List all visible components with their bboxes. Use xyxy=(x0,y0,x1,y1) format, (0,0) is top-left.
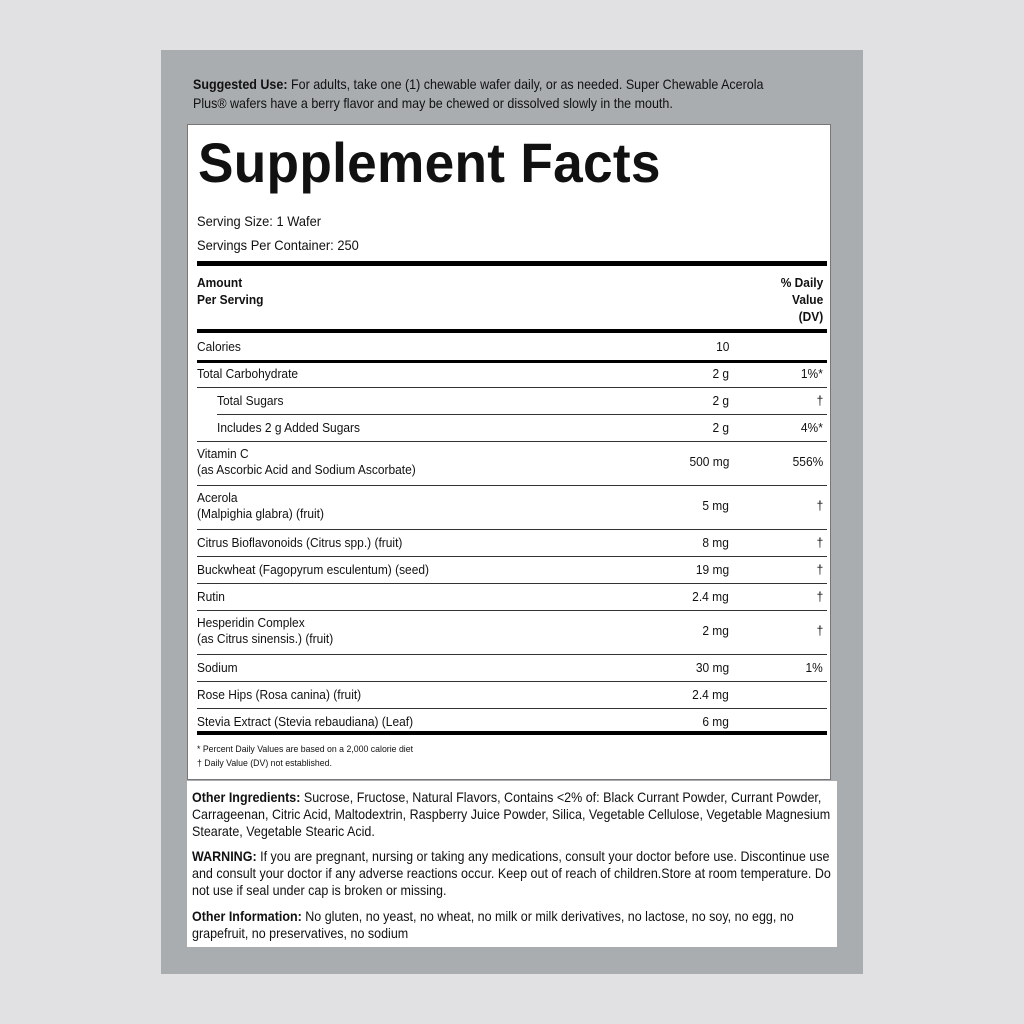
other-ingredients-text: Sucrose, Fructose, Natural Flavors, Contains <2% of: Black Currant Powder, Currant Powder, Carrageenan, Citric Acid, Maltodextrin, Raspberry Juice Powder, Silica, Vegetable Cellulose, Vegetable Magnesium Stearate, Vegetable Stearic Acid. xyxy=(192,790,831,839)
nutrient-name-line: Includes 2 g Added Sugars xyxy=(217,420,360,435)
nutrient-amount: 8 mg xyxy=(702,535,729,550)
nutrient-row xyxy=(197,441,827,485)
amount-header-line2: Per Serving xyxy=(197,292,264,307)
nutrient-amount: 2.4 mg xyxy=(692,589,729,604)
nutrient-name xyxy=(197,446,416,478)
nutrient-name xyxy=(197,562,429,578)
nutrient-name xyxy=(197,339,241,355)
nutrient-amount: 500 mg xyxy=(689,454,729,469)
footnote-percent-dv: * Percent Daily Values are based on a 2,000 calorie diet xyxy=(197,744,414,755)
nutrient-row xyxy=(197,556,827,583)
nutrient-row xyxy=(197,414,827,441)
nutrient-name-line: Citrus Bioflavonoids (Citrus spp.) (fruit) xyxy=(197,535,403,550)
nutrient-row xyxy=(197,529,827,556)
nutrient-name-line: Rose Hips (Rosa canina) (fruit) xyxy=(197,687,362,702)
nutrient-amount: 2 g xyxy=(712,366,729,381)
nutrient-name-line: Stevia Extract (Stevia rebaudiana) (Leaf) xyxy=(197,714,414,729)
other-information-text: No gluten, no yeast, no wheat, no milk or milk derivatives, no lactose, no soy, no egg, no grapefruit, no preservatives, no sodium xyxy=(192,909,794,941)
amount-header-line1: Amount xyxy=(197,275,243,290)
nutrient-name-line: Rutin xyxy=(197,589,225,604)
nutrient-daily-value: † xyxy=(816,562,823,577)
nutrient-name-line: Vitamin C xyxy=(197,446,249,461)
suggested-use-text: For adults, take one (1) chewable wafer daily, or as needed. Super Chewable Acerola Plus® wafers have a berry flavor and may be chewed or dissolved slowly in the mouth. xyxy=(193,77,764,111)
nutrient-name-subline: (as Citrus sinensis.) (fruit) xyxy=(197,631,334,646)
nutrient-row xyxy=(197,583,827,610)
nutrient-daily-value: † xyxy=(816,498,823,513)
nutrient-daily-value: † xyxy=(816,535,823,550)
nutrient-name-line: Sodium xyxy=(197,660,238,675)
nutrient-amount: 30 mg xyxy=(695,660,729,675)
nutrient-name xyxy=(197,535,402,551)
nutrient-name xyxy=(197,490,324,522)
supplement-facts-box xyxy=(187,124,831,780)
nutrient-daily-value: 1%* xyxy=(801,366,823,381)
nutrient-amount: 2 mg xyxy=(702,623,729,638)
nutrient-name-subline: (Malpighia glabra) (fruit) xyxy=(197,506,324,521)
suggested-use-label: Suggested Use: xyxy=(193,77,288,92)
nutrient-amount: 2 g xyxy=(712,420,729,435)
other-ingredients-label: Other Ingredients: xyxy=(192,790,301,805)
warning xyxy=(192,848,836,899)
nutrient-name xyxy=(197,687,361,703)
dv-header-line1: % Daily xyxy=(780,275,823,290)
nutrient-name xyxy=(217,393,283,409)
serving-size: Serving Size: 1 Wafer xyxy=(197,213,322,229)
warning-text: If you are pregnant, nursing or taking any medications, consult your doctor before use. Discontinue use and consult your doctor if any adverse reactions occur. Keep out of reach of children.Store at room temperature. Do not use if seal under cap is broken or missing. xyxy=(192,849,831,898)
nutrient-amount: 6 mg xyxy=(702,714,729,729)
suggested-use xyxy=(193,75,782,113)
nutrient-daily-value: 556% xyxy=(792,454,823,469)
nutrient-row xyxy=(197,485,827,529)
other-information-label: Other Information: xyxy=(192,909,302,924)
other-ingredients xyxy=(192,789,836,840)
nutrient-name-line: Calories xyxy=(197,339,241,354)
nutrient-amount: 2.4 mg xyxy=(692,687,729,702)
nutrient-row xyxy=(197,654,827,681)
supplement-facts-inner xyxy=(197,125,827,779)
nutrient-name-subline: (as Ascorbic Acid and Sodium Ascorbate) xyxy=(197,462,416,477)
nutrient-daily-value: † xyxy=(816,589,823,604)
nutrient-name-line: Buckwheat (Fagopyrum esculentum) (seed) xyxy=(197,562,429,577)
nutrient-row xyxy=(197,681,827,708)
other-information xyxy=(192,908,836,942)
footnote-dagger: † Daily Value (DV) not established. xyxy=(197,758,332,769)
nutrient-daily-value: † xyxy=(816,393,823,408)
nutrient-daily-value: 4%* xyxy=(801,420,823,435)
nutrient-name-line: Total Sugars xyxy=(217,393,284,408)
nutrient-name xyxy=(217,420,360,436)
nutrient-name-line: Hesperidin Complex xyxy=(197,615,305,630)
nutrient-row xyxy=(197,610,827,654)
nutrient-amount: 5 mg xyxy=(702,498,729,513)
nutrient-amount: 10 xyxy=(715,339,729,354)
nutrient-daily-value: 1% xyxy=(805,660,823,675)
nutrient-name xyxy=(197,366,298,382)
nutrient-name xyxy=(197,615,333,647)
dv-header-line3: (DV) xyxy=(798,309,823,324)
nutrient-name xyxy=(197,589,225,605)
nutrient-name-line: Acerola xyxy=(197,490,238,505)
nutrient-amount: 19 mg xyxy=(695,562,729,577)
bottom-rule xyxy=(197,731,827,735)
nutrient-name xyxy=(197,660,238,676)
servings-per-container: Servings Per Container: 250 xyxy=(197,237,359,253)
amount-per-serving-header xyxy=(197,274,263,308)
nutrient-row xyxy=(197,333,827,360)
nutrient-row xyxy=(197,360,827,387)
nutrient-name xyxy=(197,714,413,730)
facts-title: Supplement Facts xyxy=(198,131,661,194)
nutrient-row xyxy=(197,387,827,414)
nutrient-name-line: Total Carbohydrate xyxy=(197,366,299,381)
nutrient-daily-value: † xyxy=(816,623,823,638)
dv-header-line2: Value xyxy=(791,292,823,307)
daily-value-header xyxy=(780,274,823,325)
thick-rule xyxy=(197,261,827,266)
nutrient-amount: 2 g xyxy=(712,393,729,408)
warning-label: WARNING: xyxy=(192,849,257,864)
